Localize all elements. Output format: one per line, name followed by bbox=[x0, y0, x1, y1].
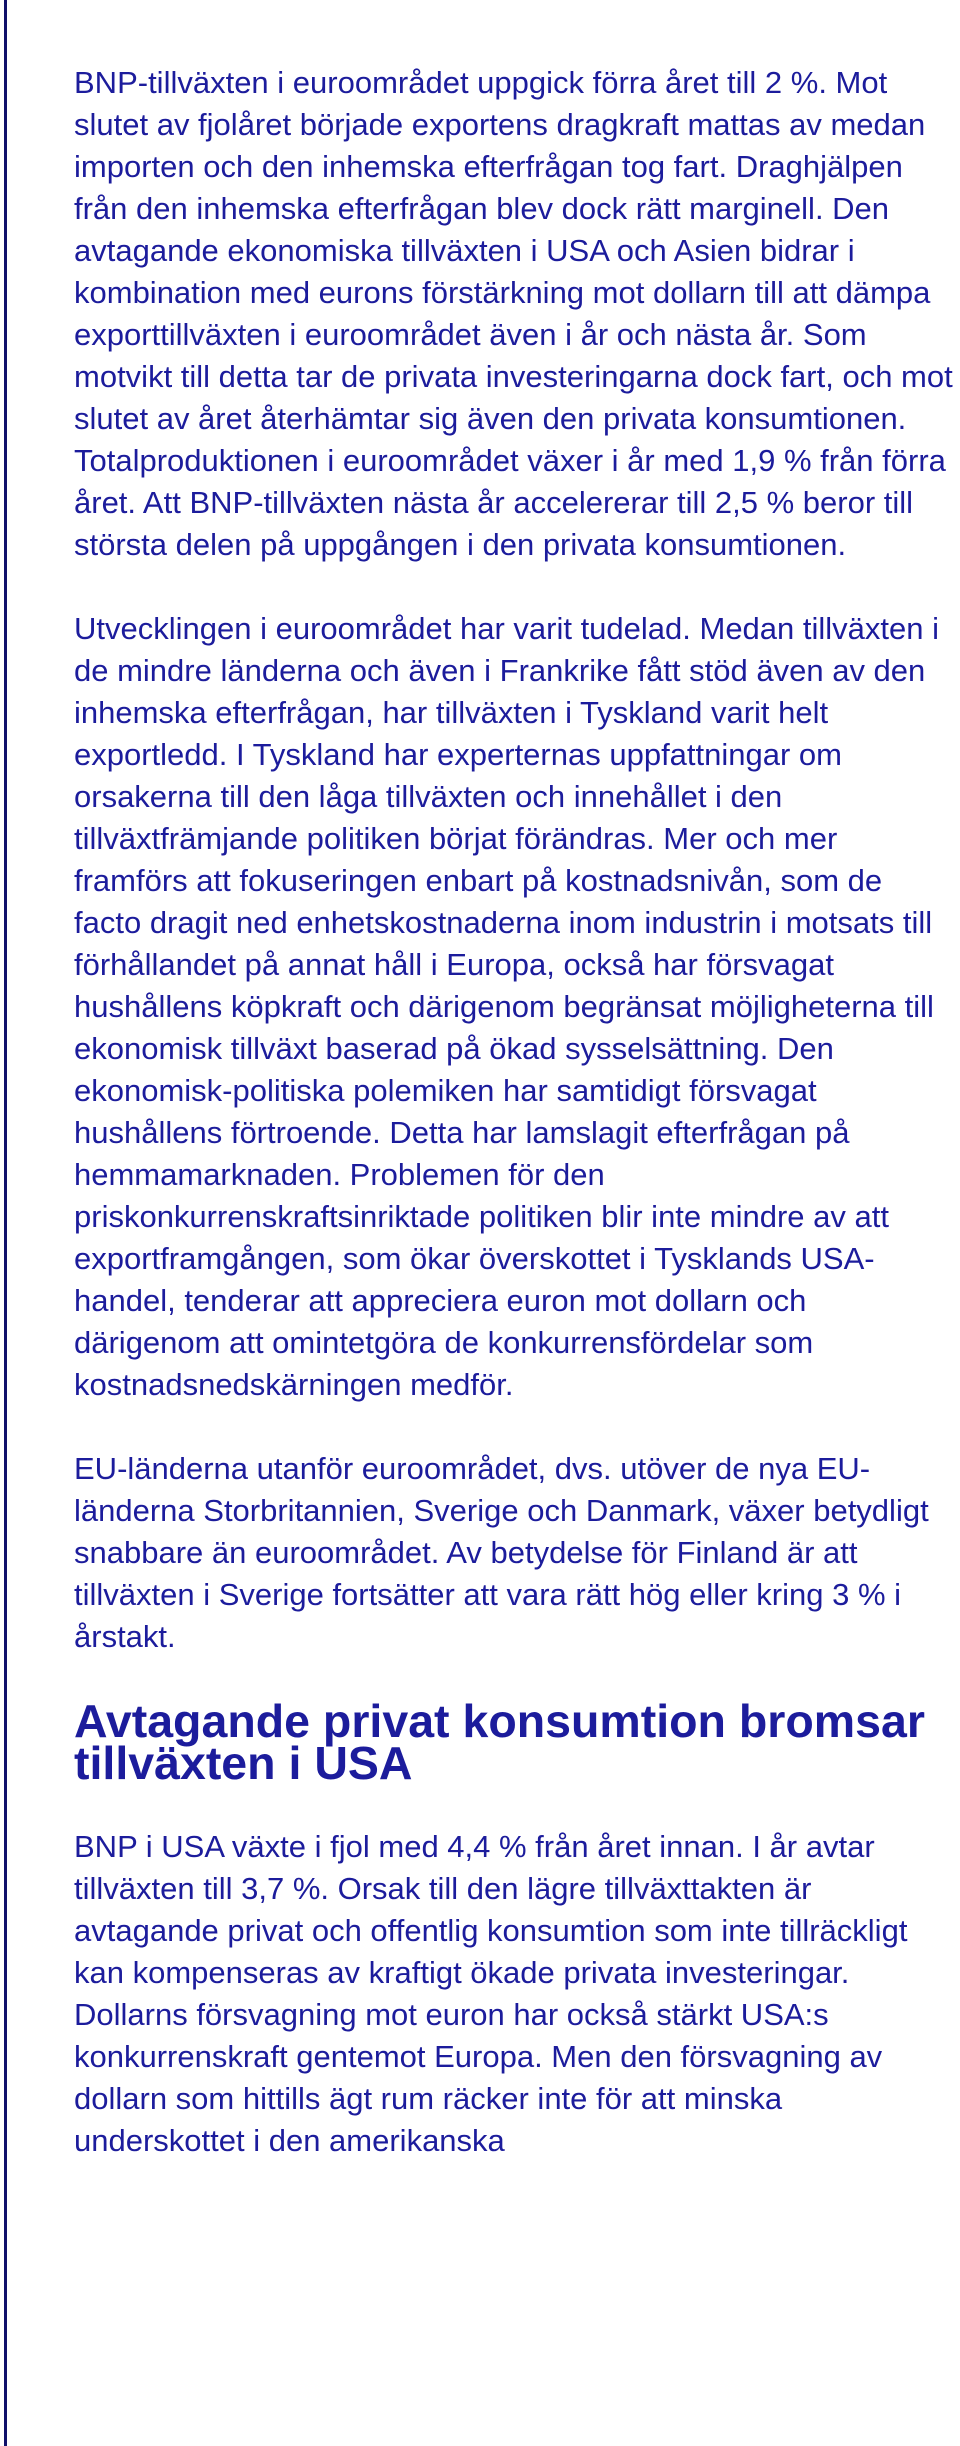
section-heading-usa: Avtagande privat konsumtion bromsar tillväxten i USA bbox=[74, 1695, 925, 1789]
page-left-border bbox=[4, 0, 7, 2446]
paragraph-euro-area-growth: BNP-tillväxten i euroområdet uppgick förra året till 2 %. Mot slutet av fjolåret började exportens dragkraft mattas av medan importen och den inhemska efterfrågan tog fart. Draghjälpen från den inhemska efterfrågan blev dock rätt marginell. Den avtagande ekonomiska tillväxten i USA och Asien bidrar i kombination med eurons förstärkning mot dollarn till att dämpa exporttillväxten i euroområdet även i år och nästa år. Som motvikt till detta tar de privata investeringarna dock fart, och mot slutet av året återhämtar sig även den privata konsumtionen. Totalproduktionen i euroområdet växer i år med 1,9 % från förra året. Att BNP-tillväxten nästa år accelererar till 2,5 % beror till största delen på uppgången i den privata konsumtionen. bbox=[74, 65, 953, 562]
document-body bbox=[74, 62, 954, 2204]
paragraph-usa-gdp: BNP i USA växte i fjol med 4,4 % från året innan. I år avtar tillväxten till 3,7 %. Orsak till den lägre tillväxttakten är avtagande privat och offentlig konsumtion som inte tillräckligt kan kompenseras av kraftigt ökade privata investeringar. Dollarns försvagning mot euron har också stärkt USA:s konkurrenskraft gentemot Europa. Men den försvagning av dollarn som hittills ägt rum räcker inte för att minska underskottet i den amerikanska bbox=[74, 1829, 908, 2158]
paragraph-divided-development: Utvecklingen i euroområdet har varit tudelad. Medan tillväxten i de mindre länderna och även i Frankrike fått stöd även av den inhemska efterfrågan, har tillväxten i Tyskland varit helt exportledd. I Tyskland har experternas uppfattningar om orsakerna till den låga tillväxten och innehållet i den tillväxtfrämjande politiken börjat förändras. Mer och mer framförs att fokuseringen enbart på kostnadsnivån, som de facto dragit ned enhetskostnaderna inom industrin i motsats till förhållandet på annat håll i Europa, också har försvagat hushållens köpkraft och därigenom begränsat möjligheterna till ekonomisk tillväxt baserad på ökad sysselsättning. Den ekonomisk-politiska polemiken har samtidigt försvagat hushållens förtroende. Detta har lamslagit efterfrågan på hemmamarknaden. Problemen för den priskonkurrenskraftsinriktade politiken blir inte mindre av att exportframgången, som ökar överskottet i Tysklands USA-handel, tenderar att appreciera euron mot dollarn och därigenom att omintetgöra de konkurrensfördelar som kostnadsnedskärningen medför. bbox=[74, 611, 940, 1402]
paragraph-eu-outside-euro: EU-länderna utanför euroområdet, dvs. utöver de nya EU-länderna Storbritannien, Sverige och Danmark, växer betydligt snabbare än euroområdet. Av betydelse för Finland är att tillväxten i Sverige fortsätter att vara rätt hög eller kring 3 % i årstakt. bbox=[74, 1451, 929, 1654]
